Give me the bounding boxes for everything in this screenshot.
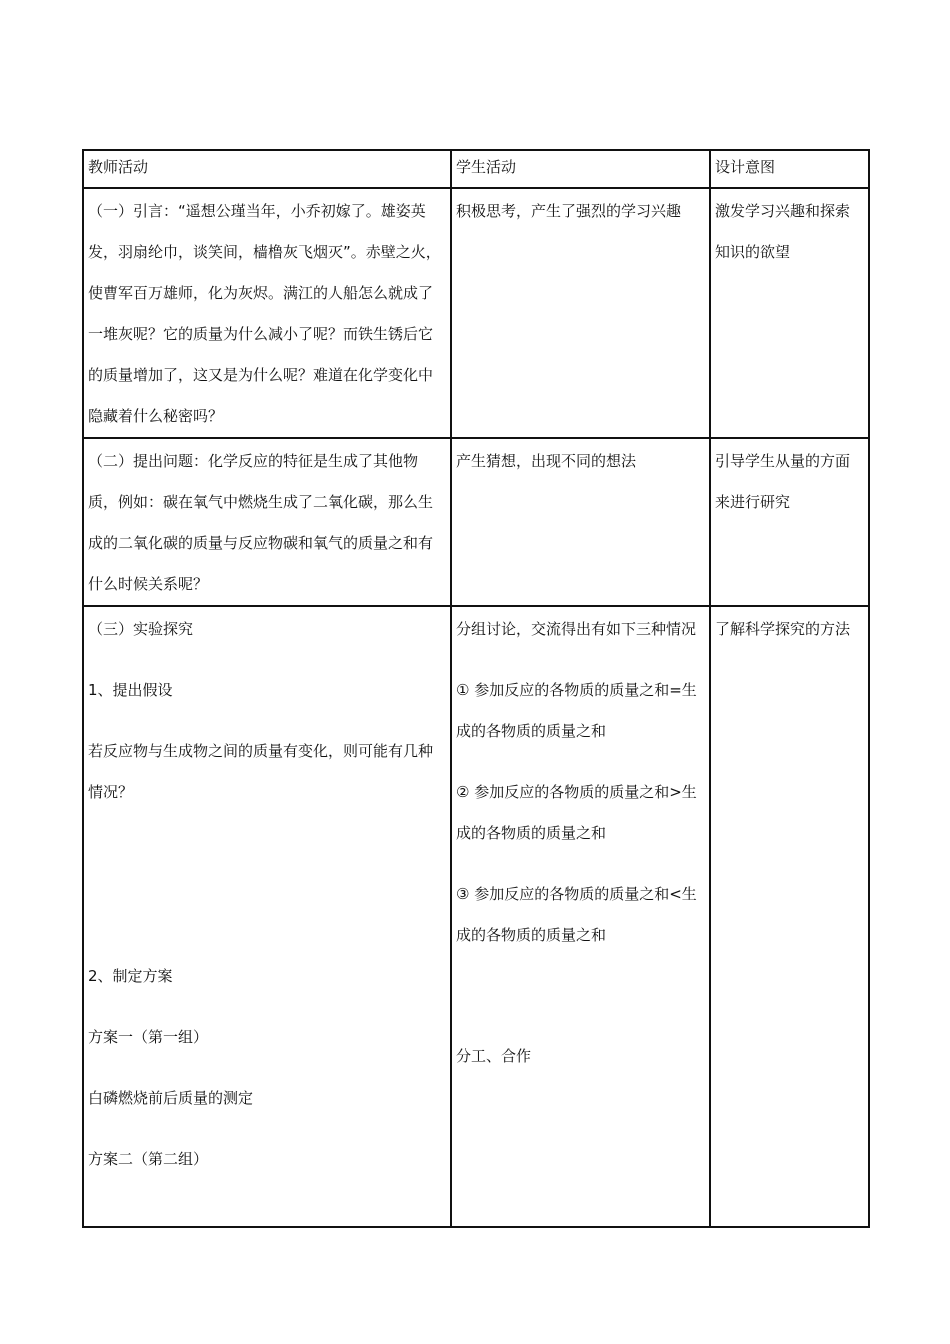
table-row [83, 438, 869, 606]
design-intent-text: 激发学习兴趣和探索知识的欲望 [715, 202, 851, 261]
teacher-question-text: （二）提出问题：化学反应的特征是生成了其他物质，例如：碳在氧气中燃烧生成了二氧化碳，那么生成的二氧化碳的质量与反应物碳和氧气的质量之和有什么时候关系呢？ [88, 452, 434, 593]
design-intent-text: 引导学生从量的方面来进行研究 [715, 452, 851, 511]
case-less-text: ③ 参加反应的各物质的质量之和<生成的各物质的质量之和 [456, 885, 697, 944]
hypothesis-question: 若反应物与生成物之间的质量有变化，则可能有几种情况？ [88, 742, 434, 801]
design-intent-cell [710, 438, 869, 606]
header-student-activity: 学生活动 [451, 150, 710, 188]
student-response-text: 积极思考，产生了强烈的学习兴趣 [456, 202, 682, 220]
division-of-labor-text: 分工、合作 [456, 1047, 532, 1065]
header-design-intent: 设计意图 [710, 150, 869, 188]
lesson-plan-table [82, 149, 870, 1228]
student-response-text: 产生猜想，出现不同的想法 [456, 452, 637, 470]
case-equal-text: ① 参加反应的各物质的质量之和=生成的各物质的质量之和 [456, 681, 697, 740]
design-intent-text: 了解科学探究的方法 [715, 620, 851, 638]
header-teacher-activity: 教师活动 [83, 150, 451, 188]
design-intent-cell [710, 188, 869, 438]
student-activity-cell [451, 606, 710, 1227]
teacher-activity-cell [83, 188, 451, 438]
case-greater-text: ② 参加反应的各物质的质量之和>生成的各物质的质量之和 [456, 783, 697, 842]
table-row [83, 606, 869, 1227]
teacher-activity-cell [83, 606, 451, 1227]
teacher-activity-cell [83, 438, 451, 606]
student-activity-cell [451, 438, 710, 606]
student-activity-cell [451, 188, 710, 438]
discussion-text: 分组讨论，交流得出有如下三种情况 [456, 620, 697, 638]
experiment-heading: （三）实验探究 [88, 620, 194, 638]
hypothesis-heading: 1、提出假设 [88, 681, 173, 699]
table-row [83, 188, 869, 438]
plan-two-label: 方案二（第二组） [88, 1150, 209, 1168]
plan-heading: 2、制定方案 [88, 967, 173, 985]
plan-one-description: 白磷燃烧前后质量的测定 [88, 1089, 254, 1107]
teacher-intro-text: （一）引言：“遥想公瑾当年，小乔初嫁了。雄姿英发，羽扇纶巾，谈笑间，樯橹灰飞烟灭”。赤壁之火，使曹军百万雄师，化为灰烬。满江的人船怎么就成了一堆灰呢？它的质量为什么减小了呢？而铁生锈后它的质量增加了，这又是为什么呢？难道在化学变化中隐藏着什么秘密吗？ [88, 202, 441, 425]
plan-one-label: 方案一（第一组） [88, 1028, 209, 1046]
design-intent-cell [710, 606, 869, 1227]
header-row [83, 150, 869, 188]
